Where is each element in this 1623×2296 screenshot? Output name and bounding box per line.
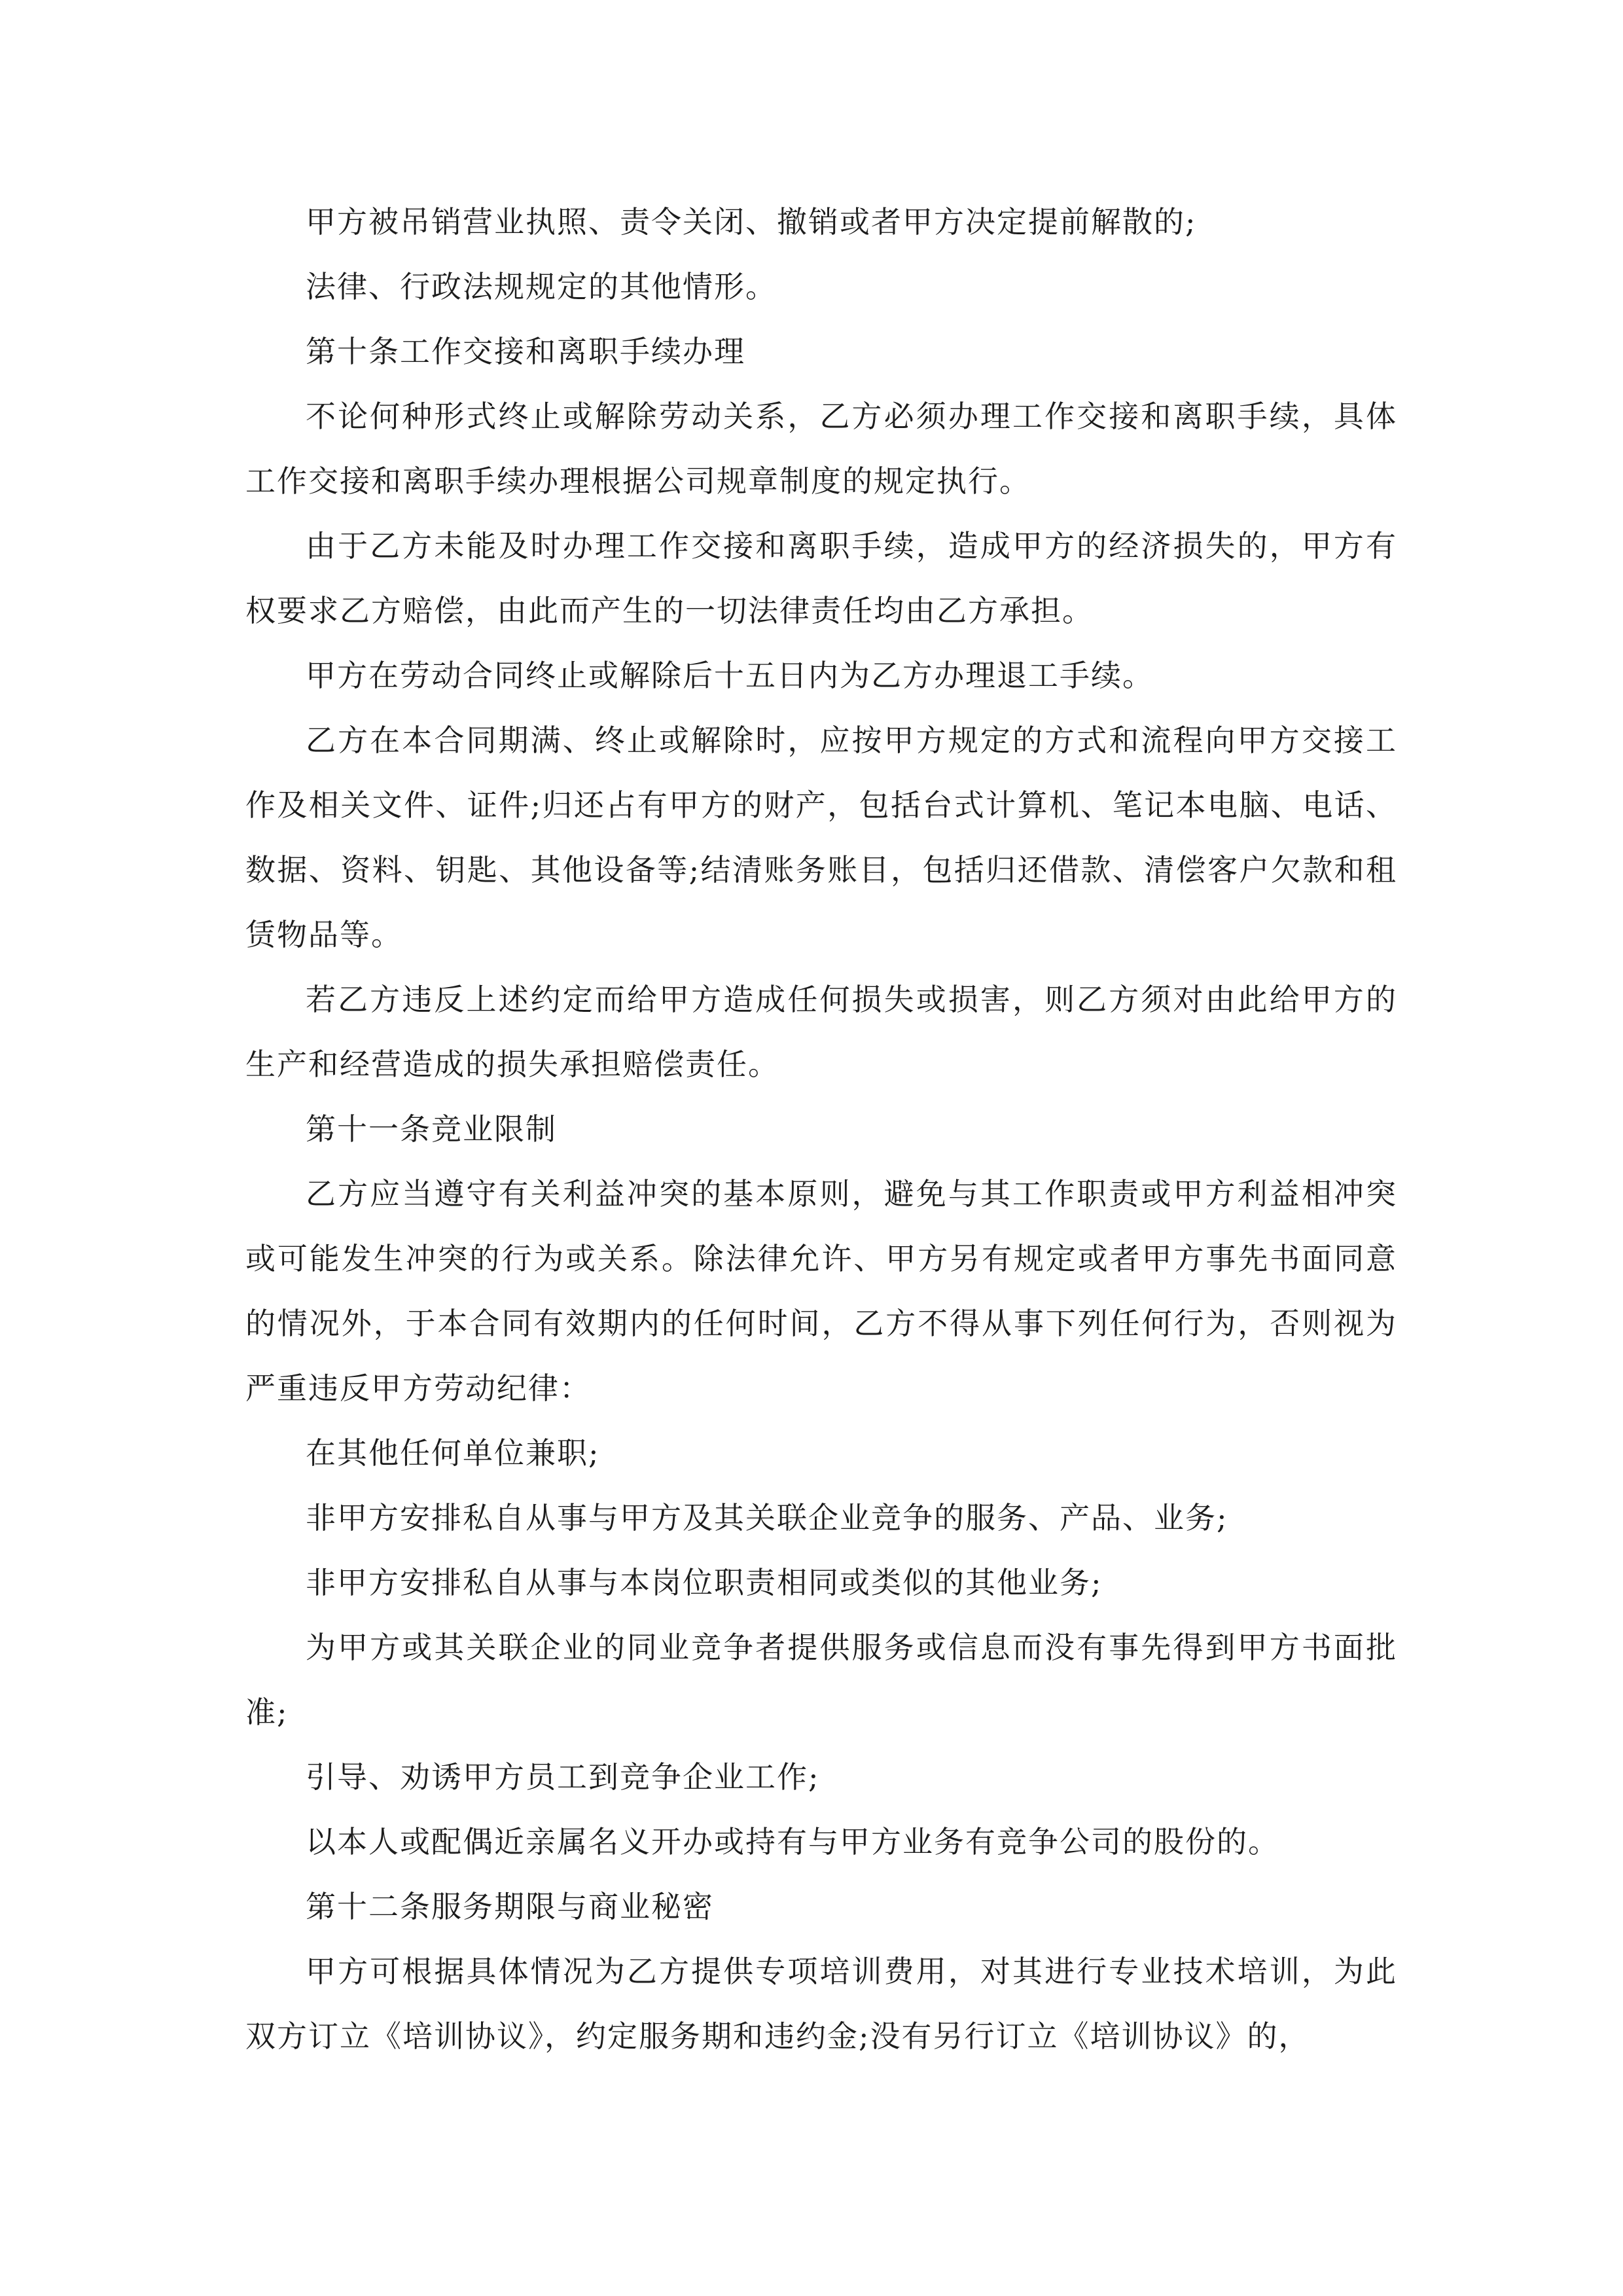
- document-page: [245, 190, 1397, 2069]
- list-item-competing-business: 非甲方安排私自从事与甲方及其关联企业竞争的服务、产品、业务;: [306, 1500, 1228, 1535]
- article-12-heading: 第十二条服务期限与商业秘密: [306, 1889, 714, 1924]
- list-item-shareholding: 以本人或配偶近亲属名义开办或持有与甲方业务有竞争公司的股份的。: [306, 1824, 1279, 1859]
- list-item-employee-poaching: 引导、劝诱甲方员工到竞争企业工作;: [306, 1759, 820, 1795]
- paragraph-property-return: 乙方在本合同期满、终止或解除时，应按甲方规定的方式和流程向甲方交接工作及相关文件、证件;归还占有甲方的财产，包括台式计算机、笔记本电脑、电话、数据、资料、钥匙、其他设备等;结清账务账目，包括归还借款、清偿客户欠款和租赁物品等。: [245, 723, 1397, 952]
- paragraph-other-circumstances: 法律、行政法规规定的其他情形。: [306, 269, 777, 304]
- list-item-similar-business: 非甲方安排私自从事与本岗位职责相同或类似的其他业务;: [306, 1565, 1103, 1600]
- paragraph-breach-compensation: 若乙方违反上述约定而给甲方造成任何损失或损害，则乙方须对由此给甲方的生产和经营造成的损失承担赔偿责任。: [245, 982, 1397, 1082]
- paragraph-dissolution-clause: 甲方被吊销营业执照、责令关闭、撤销或者甲方决定提前解散的;: [306, 204, 1197, 240]
- paragraph-handover-requirement: 不论何种形式终止或解除劳动关系，乙方必须办理工作交接和离职手续，具体工作交接和离职手续办理根据公司规章制度的规定执行。: [245, 399, 1397, 499]
- paragraph-training-agreement: 甲方可根据具体情况为乙方提供专项培训费用，对其进行专业技术培训，为此双方订立《培训协议》，约定服务期和违约金;没有另行订立《培训协议》的，: [245, 1954, 1397, 2054]
- article-11-heading: 第十一条竞业限制: [306, 1111, 557, 1147]
- list-item-part-time: 在其他任何单位兼职;: [306, 1435, 600, 1471]
- article-10-heading: 第十条工作交接和离职手续办理: [306, 334, 745, 369]
- paragraph-conflict-of-interest: 乙方应当遵守有关利益冲突的基本原则，避免与其工作职责或甲方利益相冲突或可能发生冲突的行为或关系。除法律允许、甲方另有规定或者甲方事先书面同意的情况外，于本合同有效期内的任何时间，乙方不得从事下列任何行为，否则视为严重违反甲方劳动纪律：: [245, 1176, 1397, 1406]
- paragraph-handover-liability: 由于乙方未能及时办理工作交接和离职手续，造成甲方的经济损失的，甲方有权要求乙方赔偿，由此而产生的一切法律责任均由乙方承担。: [245, 528, 1397, 628]
- paragraph-resignation-procedure: 甲方在劳动合同终止或解除后十五日内为乙方办理退工手续。: [306, 658, 1154, 693]
- list-item-competitor-service: 为甲方或其关联企业的同业竞争者提供服务或信息而没有事先得到甲方书面批准;: [245, 1630, 1397, 1730]
